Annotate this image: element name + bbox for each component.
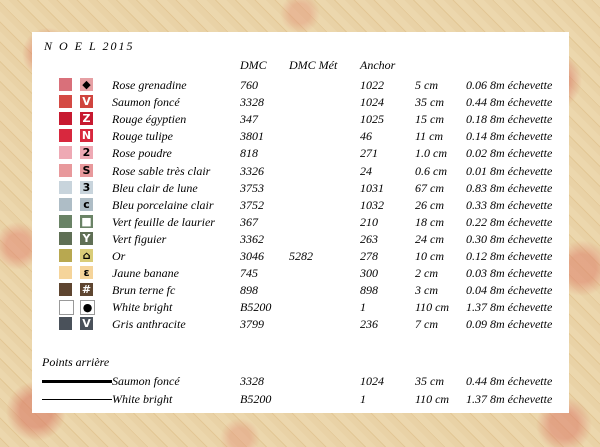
thread-name: Rose sable très clair — [112, 163, 211, 178]
thread-anchor: 24 — [360, 163, 372, 178]
thread-length: 26 cm — [415, 197, 444, 212]
thread-skein: 0.44 8m échevette — [466, 95, 553, 110]
legend-card — [32, 32, 569, 413]
thread-name: Rose poudre — [112, 146, 172, 161]
thread-row — [32, 197, 569, 214]
thread-anchor: 1 — [360, 300, 366, 315]
thread-name: White bright — [112, 392, 173, 406]
symbol-icon: V — [80, 95, 93, 108]
thread-skein: 0.30 8m échevette — [466, 231, 553, 246]
thread-anchor: 210 — [360, 214, 378, 229]
thread-anchor: 1032 — [360, 197, 384, 212]
backstitch-title: Points arrière — [42, 355, 110, 369]
thread-name: White bright — [112, 300, 173, 315]
thread-dmc: B5200 — [240, 300, 272, 315]
thread-anchor: 1022 — [360, 78, 384, 92]
thread-name: Or — [112, 249, 126, 263]
thread-skein: 0.04 8m échevette — [466, 283, 553, 298]
thread-length: 10 cm — [415, 249, 444, 263]
thread-skein: 0.06 8m échevette — [466, 78, 553, 92]
thread-skein: 0.18 8m échevette — [466, 112, 553, 127]
thread-anchor: 271 — [360, 146, 378, 161]
thread-skein: 0.14 8m échevette — [466, 129, 553, 144]
thread-anchor: 278 — [360, 249, 378, 263]
thread-name: Gris anthracite — [112, 317, 186, 332]
chart-title: N O E L 2015 — [44, 39, 135, 53]
header-dmc-met: DMC Mét — [289, 58, 338, 72]
thread-dmc: 347 — [240, 112, 258, 127]
thread-dmc: 3752 — [240, 197, 264, 212]
thread-row — [32, 282, 569, 299]
thread-anchor: 1024 — [360, 95, 384, 110]
thread-skein: 0.44 8m échevette — [466, 374, 553, 388]
thread-dmc: 760 — [240, 78, 258, 92]
thread-dmc-met: 5282 — [289, 249, 313, 263]
backstitch-row — [32, 373, 569, 390]
thread-row — [32, 163, 569, 180]
symbol-icon: # — [81, 283, 92, 297]
color-swatch — [59, 95, 72, 108]
thread-name: Bleu clair de lune — [112, 180, 198, 195]
thread-skein: 0.22 8m échevette — [466, 214, 553, 229]
thread-row — [32, 265, 569, 282]
thread-skein: 0.33 8m échevette — [466, 197, 553, 212]
thread-skein: 0.09 8m échevette — [466, 317, 553, 332]
thread-row — [32, 248, 569, 265]
thread-name: Bleu porcelaine clair — [112, 197, 214, 212]
color-swatch — [59, 78, 72, 91]
symbol-icon: Y — [80, 232, 93, 245]
thread-length: 11 cm — [415, 129, 444, 144]
symbol-icon: ◆ — [80, 78, 93, 91]
thread-row — [32, 316, 569, 333]
thread-length: 110 cm — [415, 300, 450, 315]
thread-anchor: 263 — [360, 231, 378, 246]
thread-dmc: 367 — [240, 214, 258, 229]
header-dmc: DMC — [240, 58, 267, 72]
thread-row — [32, 94, 569, 111]
thread-skein: 0.83 8m échevette — [466, 180, 553, 195]
thread-length: 35 cm — [415, 95, 444, 110]
color-swatch — [59, 146, 72, 159]
thread-length: 1.0 cm — [415, 146, 447, 161]
symbol-icon: ■ — [81, 214, 92, 228]
thread-anchor: 898 — [360, 283, 378, 298]
symbol-icon: ⌂ — [80, 249, 93, 262]
thread-length: 18 cm — [415, 214, 444, 229]
thread-length: 5 cm — [415, 78, 438, 92]
thread-name: Saumon foncé — [112, 95, 180, 110]
symbol-icon: V — [80, 317, 93, 330]
thread-length: 67 cm — [415, 180, 444, 195]
thread-dmc: 898 — [240, 283, 258, 298]
backstitch-row — [32, 391, 569, 408]
thread-skein: 0.03 8m échevette — [466, 266, 553, 281]
thread-dmc: 3801 — [240, 129, 264, 144]
color-swatch — [59, 317, 72, 330]
thread-name: Rose grenadine — [112, 78, 187, 92]
symbol-icon: ● — [80, 300, 95, 315]
thread-row — [32, 214, 569, 231]
thread-anchor: 236 — [360, 317, 378, 332]
thread-length: 7 cm — [415, 317, 438, 332]
thread-dmc: 745 — [240, 266, 258, 281]
thread-skein: 1.37 8m échevette — [466, 392, 553, 406]
thread-dmc: B5200 — [240, 392, 272, 406]
thread-dmc: 818 — [240, 146, 258, 161]
thread-row — [32, 299, 569, 316]
thread-row — [32, 231, 569, 248]
color-swatch — [59, 300, 74, 315]
thread-row — [32, 111, 569, 128]
thread-skein: 0.12 8m échevette — [466, 249, 553, 263]
symbol-icon: ε — [80, 266, 93, 279]
thread-dmc: 3362 — [240, 231, 264, 246]
thread-dmc: 3799 — [240, 317, 264, 332]
symbol-icon: c — [80, 198, 93, 211]
thread-length: 2 cm — [415, 266, 438, 281]
color-swatch — [59, 129, 72, 142]
color-swatch — [59, 232, 72, 245]
thread-row — [32, 77, 569, 94]
symbol-icon: N — [81, 129, 92, 143]
thread-name: Rouge tulipe — [112, 129, 173, 144]
thread-length: 0.6 cm — [415, 163, 447, 178]
color-swatch — [59, 112, 72, 125]
thread-row — [32, 145, 569, 162]
symbol-icon: Z — [80, 112, 93, 125]
thread-dmc: 3046 — [240, 249, 264, 263]
thread-name: Vert feuille de laurier — [112, 214, 215, 229]
backstitch-line — [42, 399, 112, 400]
thread-anchor: 46 — [360, 129, 372, 144]
thread-skein: 0.01 8m échevette — [466, 163, 553, 178]
thread-anchor: 1 — [360, 392, 366, 406]
thread-length: 35 cm — [415, 374, 444, 388]
color-swatch — [59, 181, 72, 194]
thread-name: Jaune banane — [112, 266, 179, 281]
symbol-icon: S — [80, 164, 93, 177]
color-swatch — [59, 215, 72, 228]
thread-name: Brun terne fc — [112, 283, 176, 298]
color-swatch — [59, 198, 72, 211]
color-swatch — [59, 283, 72, 296]
thread-dmc: 3328 — [240, 374, 264, 388]
thread-length: 24 cm — [415, 231, 444, 246]
thread-name: Saumon foncé — [112, 374, 180, 388]
thread-anchor: 1025 — [360, 112, 384, 127]
thread-anchor: 1031 — [360, 180, 384, 195]
thread-name: Rouge égyptien — [112, 112, 187, 127]
thread-length: 3 cm — [415, 283, 438, 298]
thread-name: Vert figuier — [112, 231, 167, 246]
thread-anchor: 1024 — [360, 374, 384, 388]
header-anchor: Anchor — [360, 58, 396, 72]
color-swatch — [59, 249, 72, 262]
symbol-icon: 2 — [80, 146, 93, 159]
thread-row — [32, 128, 569, 145]
thread-dmc: 3753 — [240, 180, 264, 195]
thread-length: 15 cm — [415, 112, 444, 127]
thread-row — [32, 180, 569, 197]
symbol-icon: 3 — [80, 181, 93, 194]
backstitch-line — [42, 380, 112, 383]
thread-skein: 0.02 8m échevette — [466, 146, 553, 161]
thread-dmc: 3326 — [240, 163, 264, 178]
color-swatch — [59, 266, 72, 279]
color-swatch — [59, 164, 72, 177]
thread-skein: 1.37 8m échevette — [466, 300, 553, 315]
thread-dmc: 3328 — [240, 95, 264, 110]
thread-length: 110 cm — [415, 392, 450, 406]
thread-anchor: 300 — [360, 266, 378, 281]
